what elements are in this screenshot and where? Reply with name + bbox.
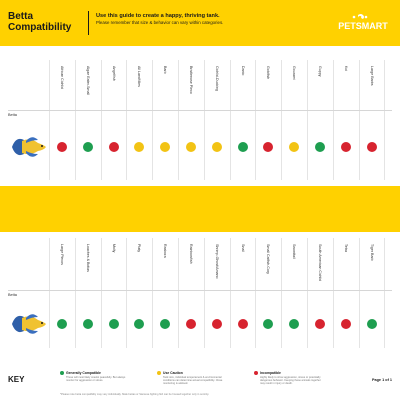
- compatibility-dot-compatible: [238, 142, 248, 152]
- column-label: Large Barbs: [369, 66, 374, 86]
- key-description: Tank size, individual temperament & environmental conditions can determine actual compatibility. Close monitoring is advised.: [163, 376, 223, 386]
- column-divider: [178, 238, 179, 348]
- row-label: Betta: [8, 293, 17, 297]
- column-divider: [75, 238, 76, 348]
- column-label: Large Plecos: [60, 244, 64, 265]
- betta-fish-icon: [10, 311, 50, 342]
- key-dot: [157, 371, 161, 375]
- column-divider: [359, 60, 360, 180]
- page-number: Page 1 of 1: [371, 378, 392, 382]
- column-divider: [152, 60, 153, 180]
- column-divider: [230, 238, 231, 348]
- header-divider: [88, 11, 89, 35]
- row-divider: [8, 110, 392, 111]
- column-label: Angelfish: [111, 66, 116, 81]
- compatibility-dot-incompatible: [186, 319, 196, 329]
- column-divider: [384, 60, 385, 180]
- compatibility-dot-compatible: [57, 319, 67, 329]
- column-divider: [230, 60, 231, 180]
- column-label: Swordtail: [292, 244, 297, 259]
- tagline: [96, 13, 306, 26]
- compatibility-dot-incompatible: [341, 319, 351, 329]
- column-divider: [101, 60, 102, 180]
- header-banner: [0, 0, 400, 46]
- column-label: Goldfish: [266, 66, 271, 80]
- column-divider: [126, 60, 127, 180]
- compatibility-dot-incompatible: [57, 142, 67, 152]
- column-divider: [333, 238, 334, 348]
- key-dot: [60, 371, 64, 375]
- key-description: These will most likely coexist peacefully. But always monitor for aggression or stress.: [66, 376, 126, 383]
- compatibility-dot-caution: [186, 142, 196, 152]
- column-label: Rasbora: [163, 244, 168, 258]
- compatibility-dot-incompatible: [212, 319, 222, 329]
- row-label: Betta: [8, 113, 17, 117]
- column-divider: [101, 238, 102, 348]
- petsmart-logo: [332, 13, 394, 33]
- title-line-1: Betta: [8, 11, 34, 22]
- compatibility-dot-caution: [212, 142, 222, 152]
- key-title: KEY: [8, 375, 25, 384]
- compatibility-dot-incompatible: [367, 142, 377, 152]
- column-label: Koi: [343, 66, 348, 72]
- compatibility-dot-incompatible: [263, 142, 273, 152]
- compatibility-dot-caution: [134, 142, 144, 152]
- column-label: Shrimp-Ghost/Amano: [214, 244, 219, 279]
- column-label: African Cichlid: [60, 66, 64, 89]
- compatibility-dot-compatible: [83, 142, 93, 152]
- page-title: [8, 11, 71, 33]
- compatibility-dot-compatible: [289, 319, 299, 329]
- key-description: Highly likely to show aggression, stress or potentially dangerous behavior. Keeping these animals together may result in injury or death.: [260, 376, 321, 386]
- column-divider: [126, 238, 127, 348]
- column-label: Barb: [163, 66, 168, 74]
- column-divider: [75, 60, 76, 180]
- logo-wordmark: PETSMART: [338, 21, 388, 31]
- compatibility-dot-compatible: [109, 319, 119, 329]
- tagline-subtext: Please remember that size & behavior can vary within categories.: [96, 20, 224, 25]
- key-dot: [254, 371, 258, 375]
- column-divider: [281, 60, 282, 180]
- column-label: Gourami: [292, 66, 297, 80]
- column-divider: [255, 238, 256, 348]
- title-line-2: Compatibility: [8, 22, 72, 33]
- column-divider: [178, 60, 179, 180]
- compatibility-dot-compatible: [160, 319, 170, 329]
- column-divider: [384, 238, 385, 348]
- column-label: Danio: [240, 66, 245, 76]
- column-divider: [204, 60, 205, 180]
- compatibility-dot-incompatible: [341, 142, 351, 152]
- compatibility-dot-caution: [160, 142, 170, 152]
- column-label: Platy: [137, 244, 142, 252]
- compatibility-dot-compatible: [315, 142, 325, 152]
- key-name: Incompatible: [260, 371, 281, 375]
- compatibility-dot-compatible: [367, 319, 377, 329]
- column-divider: [152, 238, 153, 348]
- column-label: Molly: [111, 244, 116, 253]
- column-label: Tiger Barb: [369, 244, 374, 261]
- column-label: Cichlid-Ducking: [214, 66, 219, 91]
- compatibility-dot-incompatible: [238, 319, 248, 329]
- column-divider: [281, 238, 282, 348]
- key-name: Use Caution: [163, 371, 183, 375]
- compatibility-dot-compatible: [263, 319, 273, 329]
- column-label: Guppy: [318, 66, 322, 77]
- column-label: Tetra: [343, 244, 348, 252]
- compatibility-dot-caution: [289, 142, 299, 152]
- column-label: Loaches & Botias: [85, 244, 90, 272]
- column-divider: [359, 238, 360, 348]
- column-divider: [307, 238, 308, 348]
- betta-fish-icon: [10, 134, 50, 165]
- compatibility-dot-compatible: [134, 319, 144, 329]
- row-divider: [8, 290, 392, 291]
- compatibility-dot-incompatible: [109, 142, 119, 152]
- compatibility-dot-compatible: [83, 319, 93, 329]
- column-divider: [333, 60, 334, 180]
- column-divider: [307, 60, 308, 180]
- column-label: South American Cichlid: [318, 244, 322, 282]
- column-label: Rainbowfish: [189, 244, 193, 264]
- column-label: Snail: [240, 244, 245, 252]
- compatibility-dot-incompatible: [315, 319, 325, 329]
- divider-band: [0, 186, 400, 232]
- key-name: Generally Compatible: [66, 371, 101, 375]
- column-divider: [204, 238, 205, 348]
- column-label: Small Catfish-Cory: [266, 244, 271, 274]
- column-divider: [255, 60, 256, 180]
- footnote: *Please note betta compatibility may vary individually. Male bettas or Siamese fighting fish can be housed together only in sorority.: [60, 393, 210, 396]
- column-label: Bristlenose Pleco: [189, 66, 193, 94]
- column-label: Algae Eater-Small: [85, 66, 90, 95]
- tagline-heading: Use this guide to create a happy, thriving tank.: [96, 13, 220, 19]
- column-label: All Landfillies: [137, 66, 142, 87]
